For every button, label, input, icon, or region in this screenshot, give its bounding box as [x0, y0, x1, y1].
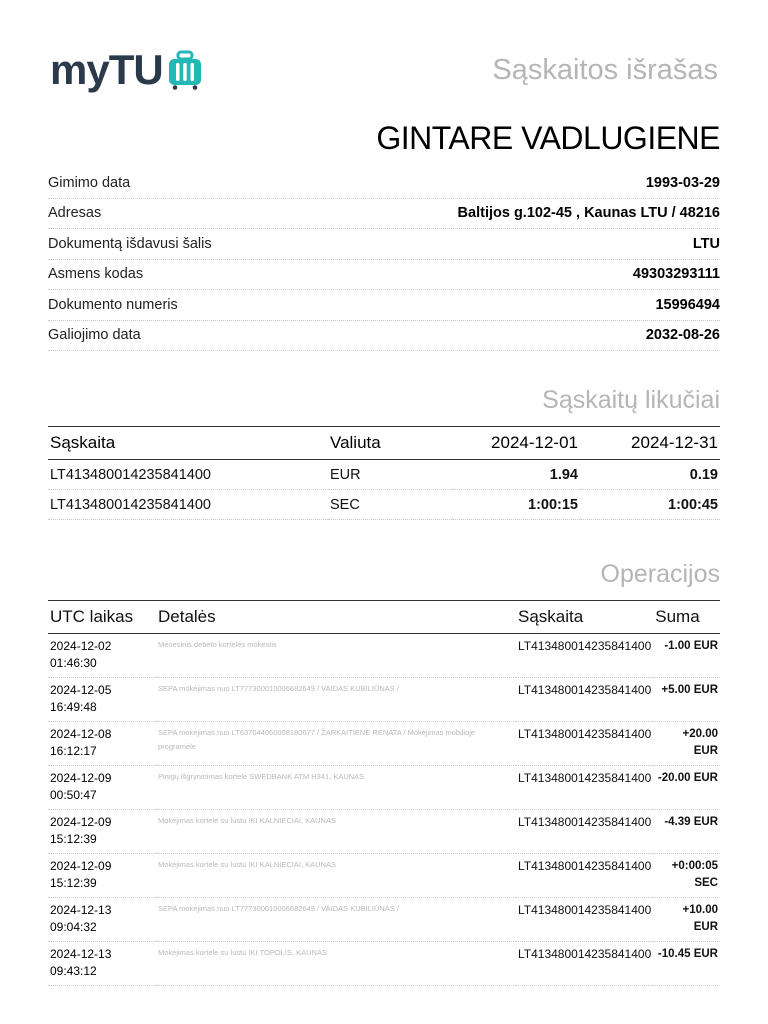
info-value: 1993-03-29	[645, 174, 720, 191]
operation-datetime	[48, 854, 156, 898]
operation-amount	[653, 634, 720, 678]
logo-text-my: my	[50, 46, 109, 93]
operation-date: 2024-12-05	[50, 683, 112, 697]
balance-start: 1.94	[452, 460, 580, 490]
operation-date: 2024-12-09	[50, 815, 112, 829]
info-label: Gimimo data	[48, 174, 131, 191]
table-row	[48, 810, 720, 854]
table-row	[48, 722, 720, 766]
col-header-details: Detalės	[156, 601, 516, 634]
operation-amount-value: -20.00 EUR	[657, 772, 718, 784]
info-label: Galiojimo data	[48, 327, 141, 344]
operation-amount-value: +10.00 EUR	[682, 904, 718, 933]
balance-start: 1:00:15	[452, 490, 580, 520]
operation-details: Mokėjimas kortele su lustu IKI TOPOLIS, KAUNAS	[156, 942, 516, 986]
operation-details: Pinigų išgryninimas kortele SWEDBANK ATM H341, KAUNAS	[156, 766, 516, 810]
operation-details: Mėnesinis debeto kortelės mokestis	[156, 634, 516, 678]
operation-account: LT413480014235841400	[516, 634, 653, 678]
info-value: 49303293111	[632, 266, 720, 283]
col-header-currency: Valiuta	[328, 427, 452, 460]
col-header-amount: Suma	[653, 601, 720, 634]
info-label: Adresas	[48, 205, 102, 222]
operation-account: LT413480014235841400	[516, 854, 653, 898]
operation-amount	[653, 854, 720, 898]
operation-date: 2024-12-09	[50, 771, 112, 785]
operation-account: LT413480014235841400	[516, 722, 653, 766]
operation-time: 16:49:48	[50, 700, 97, 714]
balance-end: 0.19	[580, 460, 720, 490]
operation-datetime	[48, 942, 156, 986]
operation-amount-value: +5.00 EUR	[661, 684, 718, 696]
balances-table	[48, 426, 720, 520]
operation-time: 15:12:39	[50, 876, 97, 890]
balance-account: LT413480014235841400	[48, 490, 328, 520]
operation-amount	[653, 722, 720, 766]
info-row-birth-date	[48, 168, 720, 199]
operations-section-title: Operacijos	[600, 560, 720, 588]
operation-datetime	[48, 722, 156, 766]
info-value: LTU	[692, 235, 720, 252]
document-title: Sąskaitos išrašas	[492, 54, 718, 86]
operation-account: LT413480014235841400	[516, 810, 653, 854]
operation-details: SEPA mokėjimas nuo LT777300010006682649 / VAIDAS KUBILIŪNAS /	[156, 678, 516, 722]
table-row	[48, 898, 720, 942]
operation-details: Mokėjimas kortele su lustu IKI KALNIECIAI, KAUNAS	[156, 810, 516, 854]
col-header-account: Sąskaita	[516, 601, 653, 634]
table-row	[48, 460, 720, 490]
operation-account: LT413480014235841400	[516, 766, 653, 810]
info-row-personal-code	[48, 260, 720, 291]
operation-date: 2024-12-09	[50, 859, 112, 873]
info-row-address	[48, 199, 720, 230]
table-row	[48, 678, 720, 722]
operation-amount	[653, 810, 720, 854]
operation-account: LT413480014235841400	[516, 942, 653, 986]
table-row	[48, 942, 720, 986]
operation-time: 00:50:47	[50, 788, 97, 802]
operation-details: Mokėjimas kortele su lustu IKI KALNIECIAI, KAUNAS	[156, 854, 516, 898]
operation-datetime	[48, 810, 156, 854]
balance-currency: SEC	[328, 490, 452, 520]
operation-account: LT413480014235841400	[516, 678, 653, 722]
info-label: Dokumento numeris	[48, 296, 178, 313]
operation-time: 09:43:12	[50, 964, 97, 978]
operation-date: 2024-12-08	[50, 727, 112, 741]
operation-amount-value: -4.39 EUR	[664, 816, 718, 828]
operation-amount	[653, 766, 720, 810]
col-header-time: UTC laikas	[48, 601, 156, 634]
operations-table	[48, 600, 720, 986]
operation-amount	[653, 678, 720, 722]
operation-date: 2024-12-02	[50, 639, 112, 653]
balance-currency: EUR	[328, 460, 452, 490]
operation-amount-value: -1.00 EUR	[664, 640, 718, 652]
account-holder-name: GINTARE VADLUGIENE	[376, 120, 720, 156]
info-value: 15996494	[655, 296, 720, 313]
info-value: Baltijos g.102-45 , Kaunas LTU / 48216	[457, 205, 720, 222]
operation-date: 2024-12-13	[50, 947, 112, 961]
operation-account: LT413480014235841400	[516, 898, 653, 942]
col-header-start-date: 2024-12-01	[452, 427, 580, 460]
operation-details: SEPA mokėjimas nuo LT777300010006682649 / VAIDAS KUBILIŪNAS /	[156, 898, 516, 942]
operation-time: 15:12:39	[50, 832, 97, 846]
operation-amount-unit: SEC	[694, 877, 718, 889]
operations-header-row	[48, 601, 720, 634]
table-row	[48, 634, 720, 678]
operation-amount-value: +0:00:05	[671, 860, 718, 872]
balance-account: LT413480014235841400	[48, 460, 328, 490]
operation-amount-value: -10.45 EUR	[657, 948, 718, 960]
balance-end: 1:00:45	[580, 490, 720, 520]
operation-amount	[653, 898, 720, 942]
operation-time: 16:12:17	[50, 744, 97, 758]
info-row-issuing-country	[48, 229, 720, 260]
operation-details: SEPA mokėjimas nuo LT637044060008180677 / ŽARKAITIENE RENATA / Mokėjimas mobilioje programėle	[156, 722, 516, 766]
operation-time: 09:04:32	[50, 920, 97, 934]
col-header-end-date: 2024-12-31	[580, 427, 720, 460]
brand-logo	[50, 46, 203, 94]
info-row-expiry-date	[48, 321, 720, 352]
operation-time: 01:46:30	[50, 656, 97, 670]
col-header-account: Sąskaita	[48, 427, 328, 460]
info-value: 2032-08-26	[645, 327, 720, 344]
info-row-document-number	[48, 290, 720, 321]
suitcase-icon	[167, 50, 203, 90]
table-row	[48, 490, 720, 520]
logo-text-tu: TU	[108, 46, 163, 93]
info-label: Dokumentą išdavusi šalis	[48, 235, 212, 252]
operation-datetime	[48, 678, 156, 722]
balances-header-row	[48, 427, 720, 460]
logo-wordmark	[50, 46, 163, 93]
table-row	[48, 766, 720, 810]
operation-datetime	[48, 898, 156, 942]
holder-info-list	[48, 168, 720, 351]
operation-date: 2024-12-13	[50, 903, 112, 917]
table-row	[48, 854, 720, 898]
operation-datetime	[48, 634, 156, 678]
info-label: Asmens kodas	[48, 266, 144, 283]
operation-amount	[653, 942, 720, 986]
operation-amount-value: +20.00 EUR	[682, 728, 718, 757]
operation-datetime	[48, 766, 156, 810]
balances-section-title: Sąskaitų likučiai	[542, 386, 720, 414]
